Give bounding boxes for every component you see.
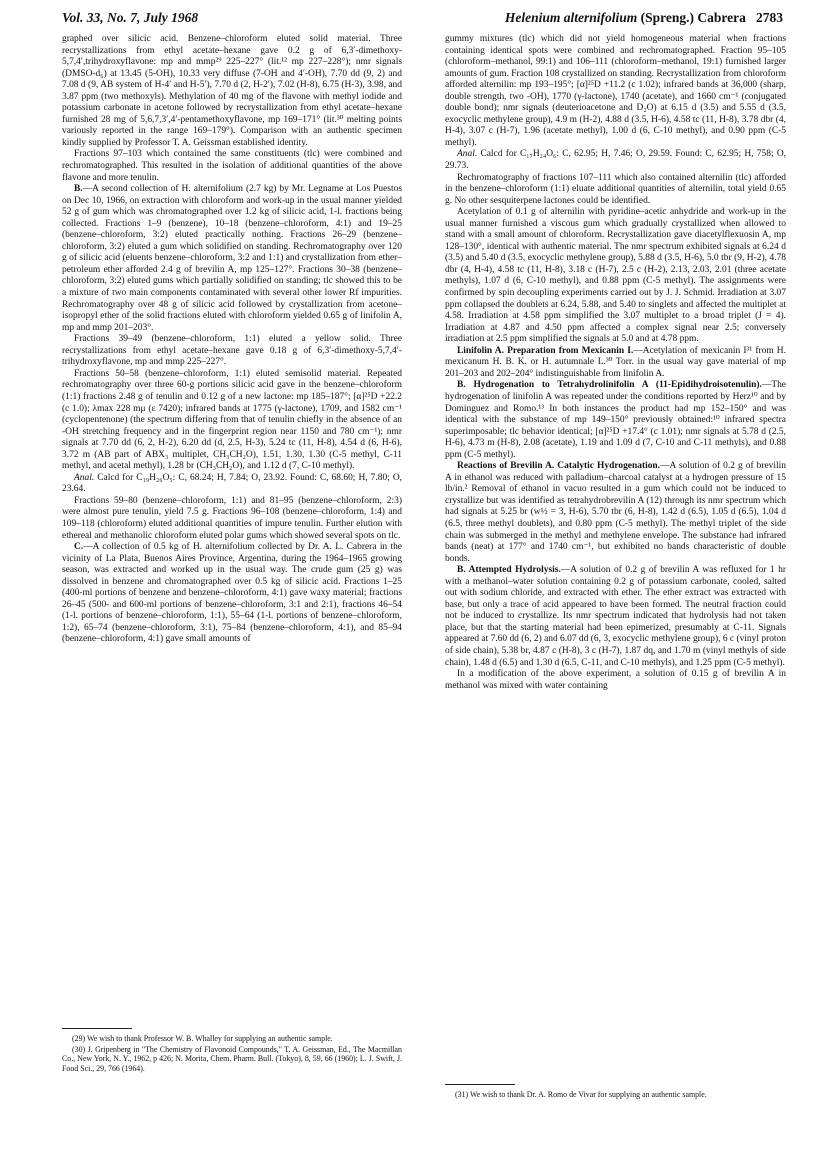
- header-species: Helenium alternifolium: [504, 10, 638, 25]
- paragraph: graphed over silicic acid. Benzene–chloroform eluted solid material. Three recrystallizations from ethyl acetate–hexane gave 0.2 g of 6,3′-dimethoxy-5,7,4′,trihydroxyflavone: mp and mmp²⁹ 225–227° (lit.¹² mp 227–228°); nmr signals (DMSO-d₆) at 13.45 (5-OH), 10.33 very diffuse (7-OH and 4′-OH), 7.70 dd (9, 2) and 7.08 d (9, AB system of H-4′ and H-5′), 7.70 d (2, H-2′), 7.02 (H-8), 6.75 (H-3), 3.98, and 3.87 ppm (two methoxyls). Methylation of 40 mg of the flavone with methyl iodide and potassium carbonate in acetone followed by recrystallization from ethyl acetate–hexane furnished 28 mg of 5,6,7,3′,4′-pentamethoxyflavone, mp 169–171° (lit.³⁰ melting points variously reported in the range 169–179°). Comparison with an authentic specimen kindly supplied by Professor T. A. Geissman established identity.: [62, 34, 402, 148]
- footnote-31: (31) We wish to thank Dr. A. Romo de Vivar for supplying an authentic sample.: [455, 1090, 707, 1099]
- paragraph: [445, 461, 786, 565]
- paragraph: Fractions 50–58 (benzene–chloroform, 1:1) eluted semisolid material. Repeated rechromatography over three 60-g portions silicic acid gave in the benzene–chloroform (1:1) fractions 2.48 g of tenulin and 0.12 g of a new lactone: mp 185–187°; [α]²⁵D +22.2 (c 1.0); λmax 228 mμ (ε 7420); infrared bands at 1775 (γ-lactone), 1709, and 1582 cm⁻¹ (cyclopentenone) (the spectrum differing from that of tenulin chiefly in the absence of an -OH stretching frequency and in the fingerprint region near 1150 and 780 cm⁻¹); nmr signals at 7.70 dd (6, 2, H-2), 6.20 dd (d, 2.5, H-3), 5.24 tc (11, H-8), 4.54 d (6, H-6), 3.72 m (AB part of ABX₃ multiplet, CH₃CH₂O), 1.51, 1.30, 1.30 (C-5 methyl, C-11 methyl, and acetal methyl), 1.28 br (CH₃CH₂O), and 1.12 d (7, C-10 methyl).: [62, 368, 402, 472]
- journal-volume: Vol. 33, No. 7, July 1968: [62, 10, 199, 25]
- footnotes-left: [62, 1024, 402, 1075]
- paragraph: [62, 184, 402, 334]
- paragraph: In a modification of the above experiment, a solution of 0.15 g of brevilin A in methanol was mixed with water containing: [445, 669, 786, 691]
- paragraph-text: —A collection of 0.5 kg of H. alternifolium collected by Dr. A. L. Cabrera in the vicinity of La Plata, Buenos Aires Province, Argentina, during the 1964–1965 growing season, was extracted and worked up in the usual way. The crude gum (25 g) was dissolved in benzene and chromatographed over 0.5 kg of silicic acid. Fractions 1–25 (400-ml portions of benzene and benzene–chloroform, 4:1) gave waxy material; fractions 26–45 (500- and 600-ml portions of benzene–chloroform, 3:1 and 2:1), fractions 46–54 (1-l. portions of benzene–chloroform, 1:1), 55–64 (1-l. portions of benzene–chloroform, 1:2), 65–74 (benzene–chloroform, 3:1), 75–84 (benzene–chloroform, 4:1), and 85–94 (benzene–chloroform, 4:1) gave small amounts of: [62, 542, 402, 645]
- paragraph-text: —A second collection of H. alternifolium (2.7 kg) by Mr. Legname at Los Puestos on Dec 10, 1966, on extraction with chloroform and work-up in the usual manner yielded 52 g of gum which was chromatographed over 1.2 kg of silicic acid, 1-l. fractions being collected. Fractions 1–9 (benzene), 10–18 (benzene–chloroform, 4:1) and 19–25 (benzene–chloroform, 3:2) eluted practically nothing. Fractions 26–29 (benzene–chloroform, 3:2) eluted a gum which solidified on standing. Rechromatography over 120 g of silicic acid (eluents benzene–chloroform, 3:2 and 1:1) and crystallization from ether–petroleum ether afforded 2.4 g of brevilin A, mp 125–127°. Fractions 30–38 (benzene–chloroform, 3:2) eluted gums which partially solidified on standing; tlc showed this to be a mixture of two main components contaminated with several other lower Rf impurities. Rechromatography over 48 g of silicic acid followed by crystallization from acetone–isopropyl ether of the solid fractions eluted with chloroform yielded 0.65 g of linifolin A, mp and mmp 201–203°.: [62, 184, 402, 333]
- paragraph-text: —The hydrogenation of linifolin A was repeated under the conditions reported by Herz¹⁰ and by Dominguez and Romo.¹³ In both instances the product had mp 152–150° and was identical with the substance of mp 149–150° previously obtained:¹⁰ infrared spectra superimposable; tlc behavior identical; [α]²⁵D +17.4° (c 1.01); nmr signals at 5.78 d (2.5, H-6), 4.73 m (H-8), 2.08 (acetate), 1.19 and 1.09 d (7, C-10 and C-11 methyls), and 0.88 ppm (C-5 methyl).: [445, 380, 786, 460]
- section-label: C.: [74, 542, 84, 553]
- footnote-rule: [445, 1084, 515, 1085]
- footnote-29: (29) We wish to thank Professor W. B. Whalley for supplying an authentic sample.: [72, 1034, 333, 1043]
- section-label: B.: [74, 184, 83, 195]
- paragraph: Fractions 59–80 (benzene–chloroform, 1:1) and 81–95 (benzene–chloroform, 2:3) were almost pure tenulin, yield 7.5 g. Fractions 96–108 (benzene–chloroform, 1:4) and 109–118 (chloroform) eluted additional quantities of impure tenulin. Further elution with ethereal and methanolic chloroform eluted polar gums which showed several spots on tlc.: [62, 495, 402, 541]
- paragraph: Fractions 97–103 which contained the same constituents (tlc) were combined and rechromatographed. This resulted in the isolation of additional quantities of the above flavone and more tenulin.: [62, 149, 402, 183]
- paragraph: [445, 149, 786, 172]
- paragraph-text: —A solution of 0.2 g of brevilin A in ethanol was reduced with palladium–charcoal catalyst at a hydrogen pressure of 15 lb/in.² Removal of ethanol in vacuo resulted in a gum which could not be induced to crystallize but was identified as tetrahydrobrevilin A (12) through its nmr spectrum which had signals at 5.25 br (w½ = 3, H-6), 5.70 tbr (6, H-8), 1.42 d (6.5), 1.05 d (6.5), 1.04 d (6.5, three methyl doublets), and 0.80 ppm (C-5 methyl). The methyl triplet of the side chain was submerged in the methyl and methylene envelope. The substance had infrared bands (neat) at 177° and 1740 cm⁻¹, but exhibited no bands characteristic of double bonds.: [445, 461, 786, 564]
- paragraph: [445, 565, 786, 669]
- paragraph: [445, 346, 786, 381]
- right-column: [445, 34, 786, 692]
- paragraph-text: Calcd for C₁₉H₂₆O₅: C, 68.24; H, 7.84; O, 23.92. Found: C, 68.60; H, 7.80; O, 23.64.: [62, 472, 402, 495]
- running-header: [62, 10, 783, 32]
- paragraph: [445, 380, 786, 461]
- paragraph: gummy mixtures (tlc) which did not yield homogeneous material when fractions containing identical spots were combined and rechromatographed. Fraction 95–105 (chloroform–methanol, 99:1) and 106–111 (chloroform–methanol, 19:1) furnished larger amounts of gum. Fraction 108 crystallized on standing. Recrystallization from chloroform afforded alternilin: mp 193–195°; [α]²⁵D +11.2 (c 1.02); infrared bands at 36,000 (sharp, double strength, two -OH), 1770 (γ-lactone), 1740 (acetate), and 1660 cm⁻¹ (conjugated double bond); nmr signals (deuterioacetone and D₂O) at 6.15 d (3.5) and 5.55 d (3.5, exocyclic methylene group), 4.9 m (H-2), 4.88 d (3.5, H-6), 4.58 tc (11, H-8), 3.78 dbr (4, H-4), 3.07 c (H-7), 1.96 (acetate methyl), 1.00 d (6, C-10 methyl), and 0.90 ppm (C-5 methyl).: [445, 34, 786, 148]
- left-column: [62, 34, 402, 646]
- header-title: [505, 10, 783, 26]
- paragraph-text: —A solution of 0.2 g of brevilin A was refluxed for 1 hr with a methanol–water solution containing 0.2 g of potassium carbonate, cooled, salted out with sodium chloride, and extracted with ether. The ether extract was extracted with base, but only a trace of acid appeared to have been formed. The neutral fraction could not be induced to crystallize. Its nmr spectrum indicated that hydrolysis had not taken place, but that the starting material had been epimerized, presumably at C-11. Signals appeared at 7.60 dd (6, 2) and 6.07 dd (6, 3, exocyclic methylene group), 6 c (vinyl proton of side chain), 5.38 br, 4.87 c (H-8), 3 c (H-7), 1.87 dq, and 1.70 m (vinyl methyls of side chain), 1.48 d (6.5) and 1.30 d (6.5, C-11, and C-10 methyls), and 1.25 ppm (C-5 methyl).: [445, 565, 787, 668]
- footnote-rule: [62, 1028, 132, 1029]
- paragraph: Acetylation of 0.1 g of alternilin with pyridine–acetic anhydride and work-up in the usual manner furnished a viscous gum which gradually crystallized when allowed to stand with a small amount of chloroform. Recrystallization gave diacetylflexuosin A, mp 128–130°, identical with authentic material. The nmr spectrum exhibited signals at 6.24 d (3.5) and 5.40 d (3.5, exocyclic methylene group), 5.88 d (3.5, H-6), 5.0 tbr (9, H-2), 4.78 dbr (4, H-4), 4.58 tc (11, H-8), 3.18 c (H-7), 2.5 c (H-2), 2.13, 2.03, 2.01 (three acetate methyls), 1.07 d (6, C-10 methyl), and 0.88 ppm (C-5 methyl). The assignments were confirmed by spin decoupling experiments carried out by J. J. Schmid. Irradiation at 3.07 ppm collapsed the doublets at 6.24, 5.88, and 5.40 to singlets and affected the multiplet at 4.58. Irradiation at 4.58 ppm simplified the 3.07 multiplet to a broad triplet (J = 4). Irradiation at 4.87 and 4.50 ppm affected a complex signal near 2.5; conversely irradiation at 2.5 ppm simplified the signals at 5.0 and at 4.78 ppm.: [445, 207, 786, 345]
- paragraph: Fractions 39–49 (benzene–chloroform, 1:1) eluted a yellow solid. Three recrystallizations from ethyl acetate–hexane gave 0.18 g of 6,3′-dimethoxy-5,7,4′-trihydroxyflavone, mp and mmp 225–227°.: [62, 334, 402, 368]
- anal-label: Anal.: [74, 472, 95, 483]
- section-heading: B. Hydrogenation to Tetrahydrolinifolin A (11-Epidihydroisotenulin).: [457, 380, 762, 391]
- footnotes-right: [445, 1080, 786, 1101]
- paragraph-text: —Acetylation of mexicanin I³¹ from H. mexicanum H. B. K. or H. autumnale L.³⁰ Torr. in the usual way gave material of mp 201–203 and 202–204° indistinguishable from linifolin A.: [445, 345, 786, 379]
- paragraph: [62, 473, 402, 496]
- paragraph: Rechromatography of fractions 107–111 which also contained alternilin (tlc) afforded in the benzene–chloroform (1:1) eluate additional quantities of alternilin, total yield 0.65 g. No other sesquiterpene lactones could be identified.: [445, 172, 786, 206]
- page-number: 2783: [756, 10, 783, 25]
- section-heading: Reactions of Brevilin A. Catalytic Hydrogenation.: [457, 461, 661, 472]
- section-heading: B. Attempted Hydrolysis.: [457, 565, 561, 576]
- anal-label: Anal.: [457, 149, 478, 160]
- paragraph-text: Calcd for C₁₇H₂₄O₆: C, 62.95; H, 7.46; O, 29.59. Found: C, 62.95; H, 758; O, 29.73.: [445, 149, 786, 172]
- footnote-30: (30) J. Gripenberg in "The Chemistry of Flavonoid Compounds," T. A. Geissman, Ed., The Macmillan Co., New York, N. Y., 1962, p 426; N. Morita, Chem. Pharm. Bull. (Tokyo), 8, 59, 66 (1960); L. J. Swift, J. Food Sci., 29, 766 (1964).: [62, 1045, 402, 1073]
- section-heading: Linifolin A. Preparation from Mexicanin I.: [457, 345, 634, 356]
- paragraph: [62, 542, 402, 646]
- header-author: (Spreng.) Cabrera: [640, 10, 746, 25]
